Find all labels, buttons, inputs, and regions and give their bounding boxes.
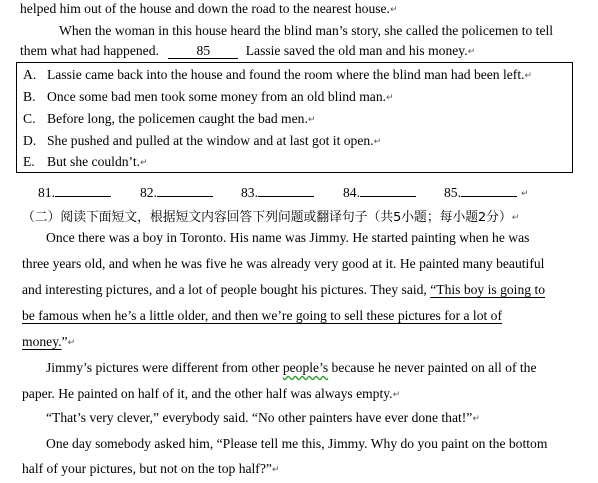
paragraph-text: paper. He painted on half of it, and the other half was always empty. [22, 386, 393, 401]
paragraph-line [22, 256, 544, 272]
paragraph-text: ” [61, 334, 68, 349]
option-text: Before long, the policemen caught the bad men. [47, 111, 308, 126]
return-mark-icon: ↵ [521, 189, 529, 199]
option-text: But she couldn’t. [47, 154, 141, 169]
paragraph-text: and interesting pictures, and a lot of people bought his pictures. They said, [22, 282, 427, 297]
answer-blank[interactable] [360, 182, 416, 197]
answer-blank[interactable] [157, 182, 213, 197]
return-mark-icon: ↵ [392, 390, 401, 400]
option-letter: C. [23, 111, 36, 126]
return-mark-icon: ↵ [511, 213, 520, 223]
paragraph-text: three years old, and when he was five he was already very good at it. He painted many beautiful [22, 256, 545, 271]
paragraph-line [22, 282, 545, 298]
paragraph-line [22, 461, 279, 477]
answer-item-84 [343, 182, 416, 201]
underlined-sentence: money. [22, 334, 62, 349]
section-heading-text: （二）阅读下面短文，根据短文内容回答下列问题或翻译句子（共5小题；每小题2分） [22, 210, 512, 225]
passage-line [20, 43, 475, 59]
underlined-sentence: be famous when he’s a little older, and then we’re going to sell these pictures for a lot of [22, 308, 503, 323]
paragraph-text: Jimmy’s pictures were different from other [46, 360, 280, 375]
answer-blank[interactable] [461, 182, 517, 197]
return-mark-icon: ↵ [271, 465, 280, 475]
return-mark-icon: ↵ [386, 93, 394, 103]
option-text: Once some bad men took some money from an old blind man. [47, 89, 387, 104]
return-mark-icon: ↵ [67, 338, 76, 348]
answer-number: 81. [38, 185, 55, 200]
passage-text: When the woman in this house heard the blind man’s story, she called the policemen to tell [59, 23, 554, 38]
return-mark-icon: ↵ [467, 47, 476, 57]
option-letter: E. [23, 154, 35, 169]
paragraph-line [46, 230, 529, 246]
paragraph-text: Once there was a boy in Toronto. His name was Jimmy. He started painting when he was [46, 230, 530, 245]
passage-text: helped him out of the house and down the road to the nearest house. [20, 1, 390, 16]
return-mark-icon: ↵ [140, 158, 148, 168]
answer-number: 85. [444, 185, 461, 200]
paragraph-line [46, 410, 480, 426]
option-text: Lassie came back into the house and found the room where the blind man had been left. [47, 67, 525, 82]
option-letter: B. [23, 89, 36, 104]
return-mark-icon: ↵ [307, 115, 316, 125]
option-a [23, 67, 532, 83]
paragraph-line [22, 308, 502, 324]
paragraph-text: half of your pictures, but not on the top half?” [22, 461, 272, 476]
paragraph-line [22, 386, 400, 402]
option-d [23, 133, 381, 149]
option-e [23, 154, 148, 170]
grammar-flagged-word: people’s [282, 360, 329, 375]
option-c [23, 111, 315, 127]
paragraph-line [46, 360, 537, 376]
section-heading [22, 206, 519, 225]
answer-blank-85[interactable]: 85 [168, 44, 238, 59]
passage-line [59, 23, 553, 39]
passage-text: them what had happened. [20, 43, 159, 58]
paragraph-text: “That’s very clever,” everybody said. “No other painters have ever done that!” [46, 410, 473, 425]
answer-blank[interactable] [258, 182, 314, 197]
return-mark-icon: ↵ [389, 5, 398, 15]
option-b [23, 89, 394, 105]
paragraph-line [22, 334, 75, 350]
passage-line [20, 1, 398, 17]
passage-text: Lassie saved the old man and his money. [245, 43, 468, 58]
answer-number: 83. [241, 185, 258, 200]
answer-item-82 [140, 182, 213, 201]
option-letter: D. [23, 133, 37, 148]
return-mark-icon: ↵ [524, 71, 533, 81]
answer-number: 84. [343, 185, 360, 200]
options-box [16, 62, 573, 173]
return-mark-icon: ↵ [373, 137, 382, 147]
option-text: She pushed and pulled at the window and at last got it open. [47, 133, 374, 148]
option-letter: A. [23, 67, 37, 82]
answer-number: 82. [140, 185, 157, 200]
answer-blank[interactable] [55, 182, 111, 197]
answer-item-83 [241, 182, 314, 201]
paragraph-text: One day somebody asked him, “Please tell me this, Jimmy. Why do you paint on the bottom [46, 436, 548, 451]
return-mark-icon: ↵ [472, 414, 480, 424]
answer-item-81 [38, 182, 111, 201]
underlined-sentence: “This boy is going to [430, 282, 546, 297]
paragraph-line [46, 436, 547, 452]
answer-item-85 [444, 182, 529, 201]
paragraph-text: because he never painted on all of the [331, 360, 537, 375]
